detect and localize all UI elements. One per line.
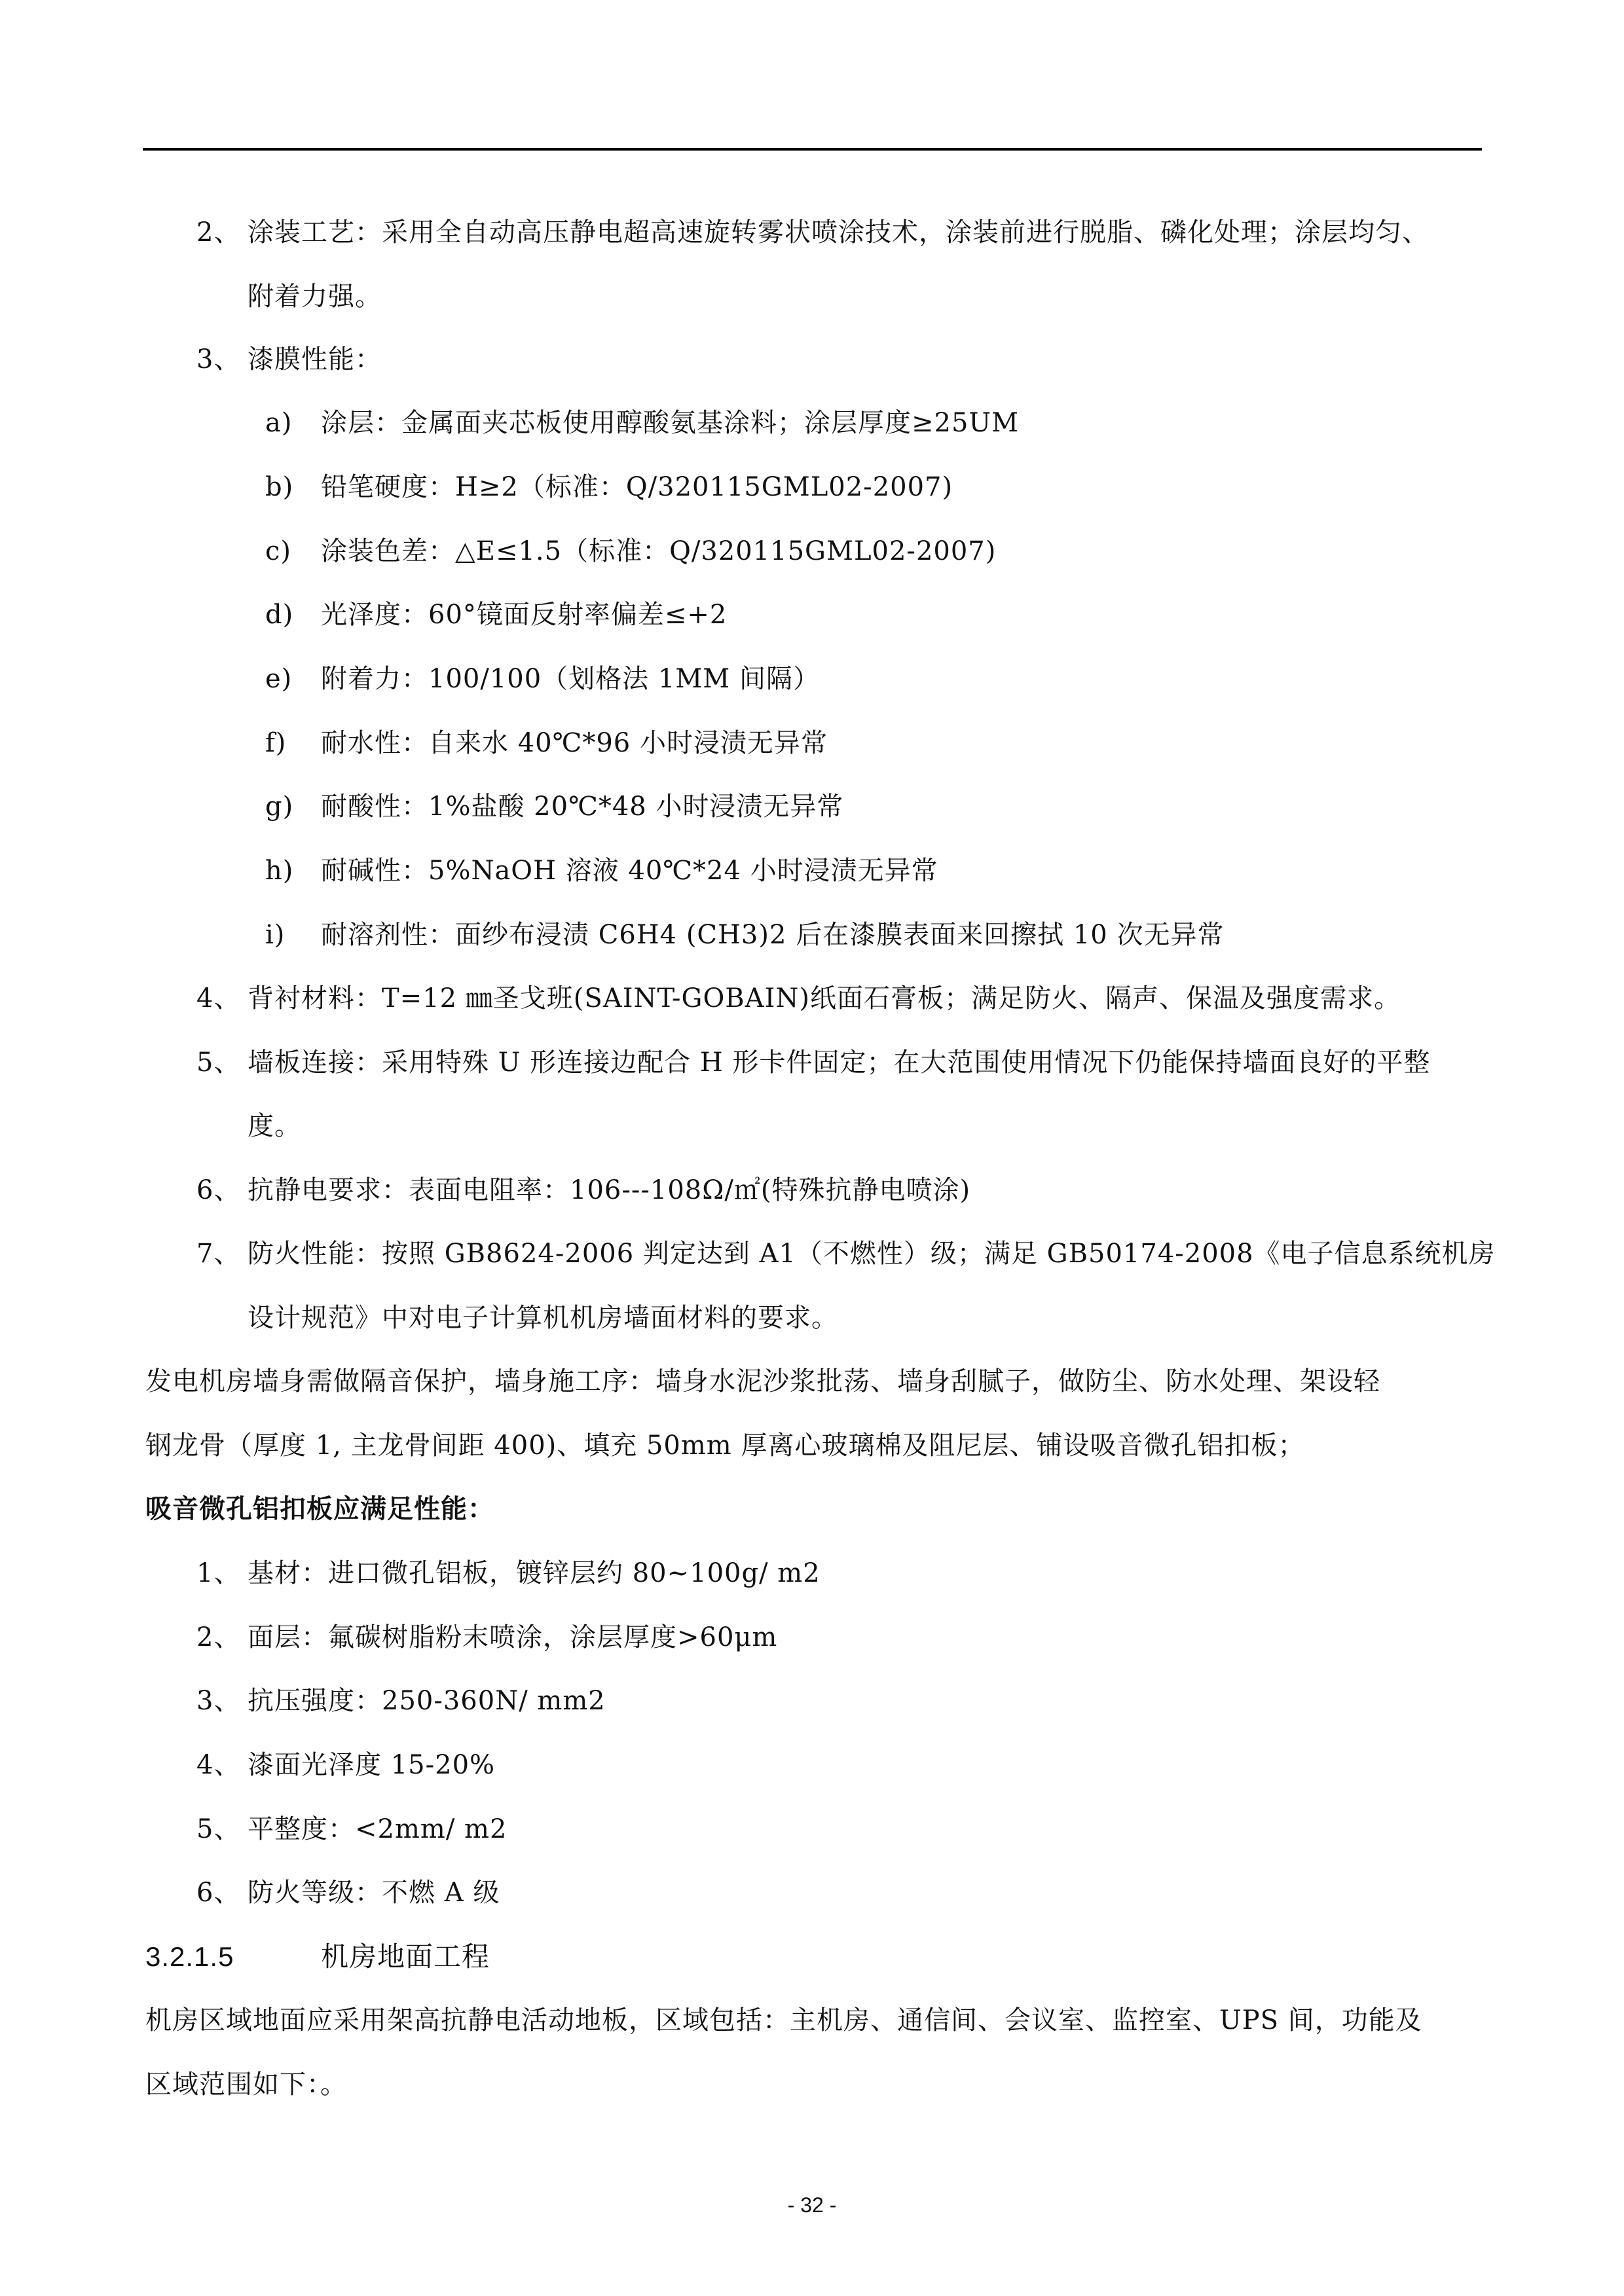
list-item-text: 涂装工艺：采用全自动高压静电超高速旋转雾状喷涂技术，涂装前进行脱脂、磷化处理；涂层均匀、 (248, 217, 1429, 247)
list-item-number: 4、 (196, 1750, 241, 1780)
sub-item-text: 耐水性：自来水 40℃*96 小时浸渍无异常 (321, 728, 828, 758)
list-item-text: 抗压强度：250-360N/ mm2 (248, 1686, 606, 1716)
list-item-text: 防火性能：按照 GB8624-2006 判定达到 A1（不燃性）级；满足 GB50174-2008《电子信息系统机房 (248, 1239, 1496, 1269)
header-rule (143, 148, 1482, 151)
sub-item-letter: h) (265, 856, 294, 886)
list-item-continuation: 设计规范》中对电子计算机机房墙面材料的要求。 (248, 1303, 838, 1333)
section-number: 3.2.1.5 (145, 1941, 234, 1972)
list-item-text: 漆面光泽度 15-20% (248, 1750, 496, 1780)
sub-item-letter: b) (265, 472, 294, 502)
list-item-number: 6、 (196, 1878, 241, 1908)
list-item-continuation: 度。 (248, 1111, 301, 1141)
list-item-text: 漆膜性能： (248, 344, 382, 374)
sub-item-letter: a) (265, 408, 293, 438)
list-item-text: 基材：进口微孔铝板，镀锌层约 80~100g/ m2 (248, 1558, 821, 1588)
sub-item-letter: e) (265, 664, 293, 694)
list-item-text: 防火等级：不燃 A 级 (248, 1878, 500, 1908)
list-item-number: 7、 (196, 1239, 241, 1269)
sub-item-text: 耐碱性：5%NaOH 溶液 40℃*24 小时浸渍无异常 (321, 856, 938, 886)
paragraph-line: 区域范围如下：。 (145, 2069, 347, 2100)
list-item-text: 抗静电要求：表面电阻率：106---108Ω/㎡(特殊抗静电喷涂) (248, 1175, 971, 1205)
page-number: - 32 - (787, 2193, 837, 2217)
sub-item-text: 涂装色差：△E≤1.5（标准：Q/320115GML02-2007) (321, 536, 997, 566)
sub-item-text: 涂层：金属面夹芯板使用醇酸氨基涂料；涂层厚度≥25UM (321, 408, 1020, 438)
list-item-text: 平整度：<2mm/ m2 (248, 1814, 507, 1844)
list-item-number: 3、 (196, 344, 241, 374)
list-item-text: 墙板连接：采用特殊 U 形连接边配合 H 形卡件固定；在大范围使用情况下仍能保持墙面良好的平整 (248, 1048, 1431, 1078)
list-item-number: 5、 (196, 1048, 241, 1078)
sub-item-letter: g) (265, 792, 294, 822)
paragraph-line: 钢龙骨（厚度 1, 主龙骨间距 400)、填充 50mm 厚离心玻璃棉及阻尼层、铺设吸音微孔铝扣板； (145, 1430, 1305, 1461)
list-item-text: 背衬材料：T=12 ㎜圣戈班(SAINT-GOBAIN)纸面石膏板；满足防火、隔声、保温及强度需求。 (248, 983, 1401, 1013)
sub-item-letter: d) (265, 600, 294, 630)
sub-item-text: 附着力：100/100（划格法 1MM 间隔） (321, 664, 820, 694)
list-item-number: 5、 (196, 1814, 241, 1844)
list-item-number: 1、 (196, 1558, 241, 1588)
paragraph-line: 机房区域地面应采用架高抗静电活动地板，区域包括：主机房、通信间、会议室、监控室、UPS 间，功能及 (145, 2005, 1422, 2035)
paragraph-line: 发电机房墙身需做隔音保护，墙身施工序：墙身水泥沙浆批荡、墙身刮腻子，做防尘、防水处理、架设轻 (145, 1366, 1380, 1396)
list-item-number: 4、 (196, 983, 241, 1013)
sub-item-letter: c) (265, 536, 292, 566)
list-item-text: 面层：氟碳树脂粉末喷涂，涂层厚度>60μm (248, 1622, 778, 1652)
list-item-number: 3、 (196, 1686, 241, 1716)
list-item-number: 6、 (196, 1175, 241, 1205)
sub-item-text: 耐溶剂性：面纱布浸渍 C6H4 (CH3)2 后在漆膜表面来回擦拭 10 次无异常 (321, 920, 1225, 950)
sub-item-letter: i) (265, 920, 286, 950)
section-title: 机房地面工程 (321, 1941, 490, 1973)
sub-item-text: 铅笔硬度：H≥2（标准：Q/320115GML02-2007) (321, 472, 953, 502)
sub-item-letter: f) (265, 728, 287, 758)
sub-item-text: 光泽度：60°镜面反射率偏差≤+2 (321, 600, 728, 630)
list-item-number: 2、 (196, 217, 241, 247)
sub-item-text: 耐酸性：1%盐酸 20℃*48 小时浸渍无异常 (321, 792, 844, 822)
list-item-continuation: 附着力强。 (248, 282, 382, 312)
list-item-number: 2、 (196, 1622, 241, 1652)
bold-heading: 吸音微孔铝扣板应满足性能： (145, 1494, 494, 1524)
